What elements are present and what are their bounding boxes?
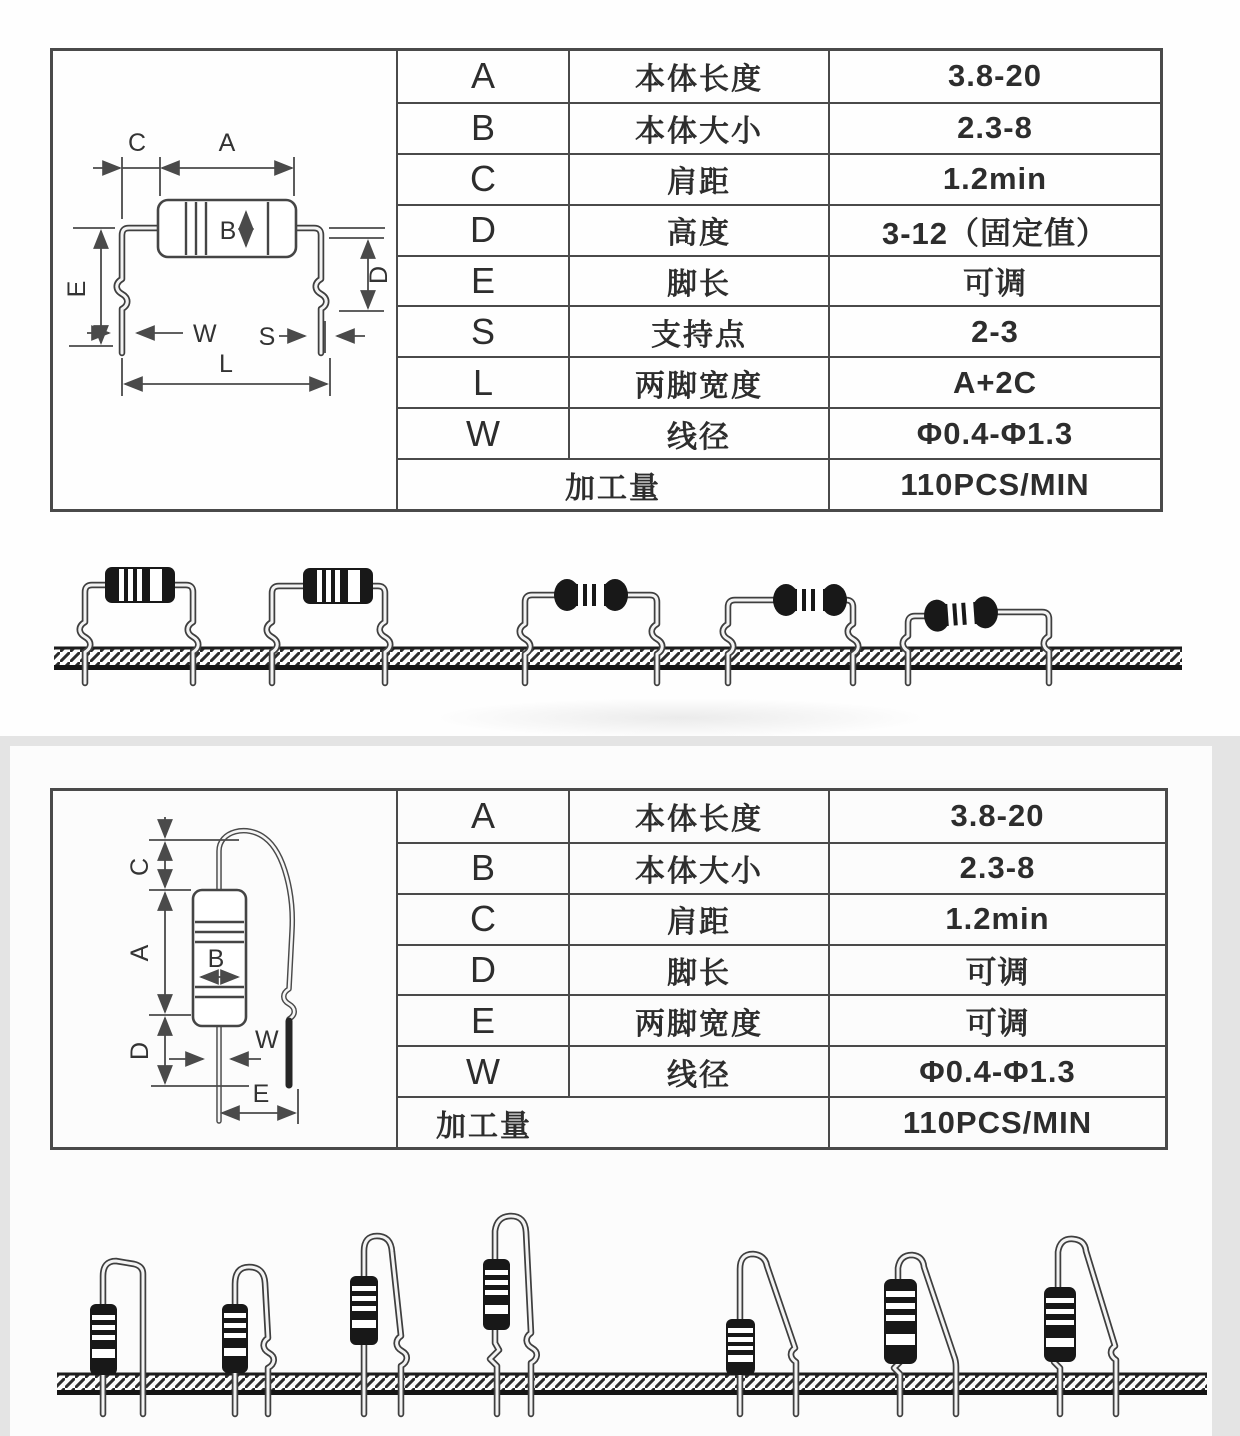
param-name: 支持点 — [570, 305, 830, 356]
dim-label-w: W — [193, 320, 217, 348]
horizontal-mount-illustration — [40, 552, 1200, 692]
param-value: 3.8-20 — [948, 58, 1042, 94]
param-name: 本体长度 — [570, 791, 830, 842]
param-value: 可调 — [830, 944, 1165, 995]
param-key: E — [398, 994, 570, 1045]
dim-label-c: C — [127, 129, 147, 157]
param-name: 两脚宽度 — [570, 356, 830, 407]
scan-smudge — [430, 698, 930, 738]
param-key: A — [398, 791, 570, 842]
param-name: 肩距 — [570, 153, 830, 204]
bottom-spec-box — [50, 788, 1168, 1150]
board-strip — [54, 648, 1182, 667]
param-key: W — [398, 407, 570, 458]
param-key: B — [398, 842, 570, 893]
param-value: 3.8-20 — [950, 798, 1045, 834]
vertical-mount-illustration — [45, 1198, 1215, 1428]
dim-label-a: A — [218, 129, 236, 157]
param-value: 1.2min — [830, 153, 1160, 204]
bottom-dimension-diagram — [53, 791, 398, 1147]
param-value: 2.3-8 — [830, 102, 1160, 153]
throughput-value: 110PCS/MIN — [830, 1096, 1165, 1147]
param-name: 两脚宽度 — [570, 994, 830, 1045]
param-name: 高度 — [570, 204, 830, 255]
param-value: 可调 — [830, 994, 1165, 1045]
dim-label-e: E — [252, 1080, 270, 1108]
top-spec-box — [50, 48, 1163, 512]
dim-label-e: E — [63, 280, 91, 298]
param-name: 本体长度 — [570, 51, 830, 102]
dim-label-w: W — [255, 1026, 279, 1054]
param-name: 本体大小 — [570, 842, 830, 893]
param-key: S — [398, 305, 570, 356]
top-dimension-diagram — [53, 51, 398, 509]
dim-label-s: S — [258, 323, 276, 351]
param-key: B — [398, 102, 570, 153]
dim-label-d: D — [126, 1041, 154, 1061]
dim-label-d: D — [365, 265, 393, 285]
param-key: D — [398, 204, 570, 255]
param-key: D — [398, 944, 570, 995]
param-key: L — [398, 356, 570, 407]
throughput-value: 110PCS/MIN — [830, 458, 1160, 509]
param-name: 脚长 — [570, 255, 830, 306]
dim-label-l: L — [219, 350, 233, 378]
dim-label-b: B — [207, 945, 225, 973]
param-key: E — [398, 255, 570, 306]
param-name: 线径 — [570, 407, 830, 458]
param-name: 脚长 — [570, 944, 830, 995]
dim-label-c: C — [126, 857, 154, 877]
param-name: 肩距 — [570, 893, 830, 944]
board-strip — [57, 1374, 1207, 1392]
param-value: 3-12（固定值） — [830, 204, 1160, 255]
param-value: Φ0.4-Φ1.3 — [830, 407, 1160, 458]
param-value: 1.2min — [830, 893, 1165, 944]
param-name: 本体大小 — [570, 102, 830, 153]
param-name: 线径 — [570, 1045, 830, 1096]
vertical-mount-diagram — [53, 791, 398, 1147]
dim-label-a: A — [126, 944, 154, 962]
param-value: 可调 — [830, 255, 1160, 306]
param-key: C — [398, 893, 570, 944]
param-value: Φ0.4-Φ1.3 — [830, 1045, 1165, 1096]
param-key: C — [398, 153, 570, 204]
param-value: 2-3 — [830, 305, 1160, 356]
param-value: 2.3-8 — [830, 842, 1165, 893]
throughput-label: 加工量 — [398, 1096, 830, 1147]
param-key: A — [398, 51, 570, 102]
param-value: A+2C — [830, 356, 1160, 407]
throughput-label: 加工量 — [398, 458, 830, 509]
horizontal-mount-diagram — [53, 51, 398, 509]
param-key: W — [398, 1045, 570, 1096]
dim-label-b: B — [219, 217, 237, 245]
